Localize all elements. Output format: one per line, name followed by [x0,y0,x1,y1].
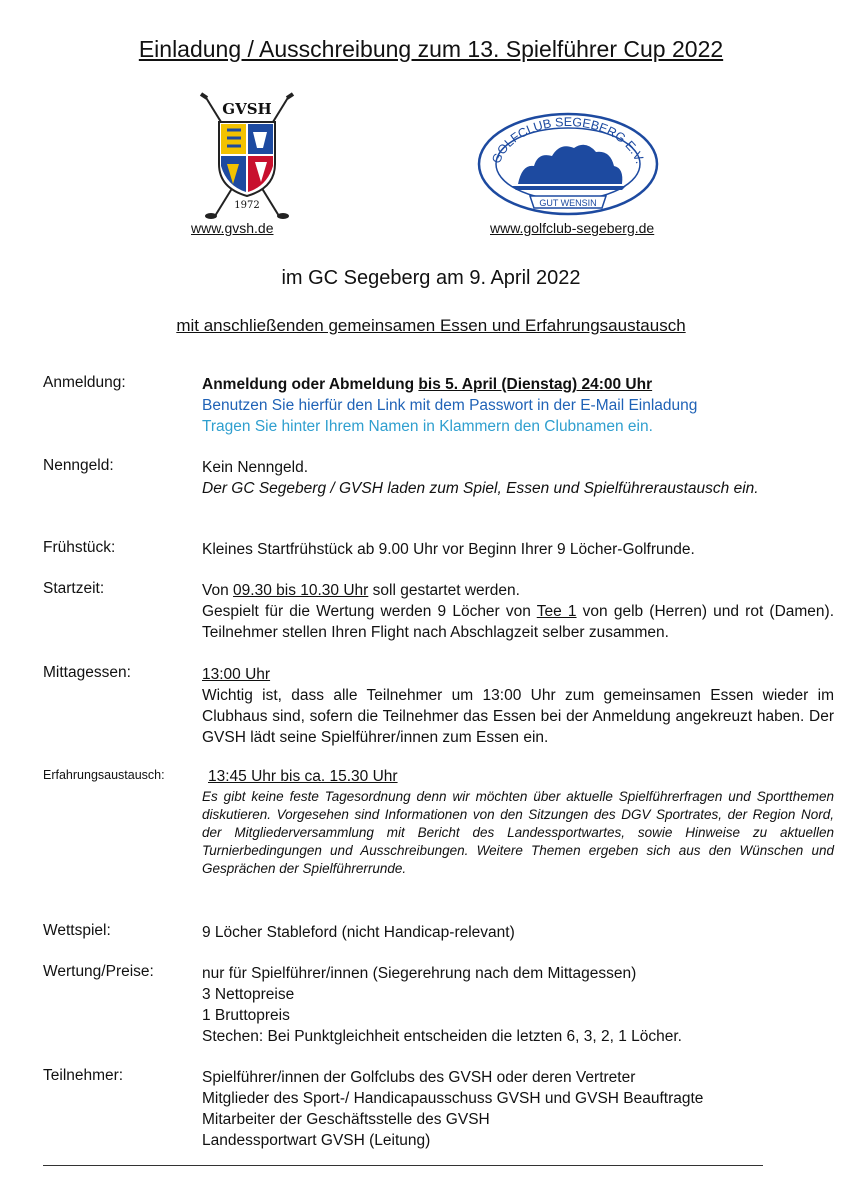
event-date-heading: im GC Segeberg am 9. April 2022 [281,267,581,289]
fruehstueck-text: Kleines Startfrühstück ab 9.00 Uhr vor Beginn Ihrer 9 Löcher-Golfrunde. [202,541,695,558]
list-item: Stechen: Bei Punktgleichheit entscheiden die letzten 6, 3, 2, 1 Löcher. [202,1028,682,1045]
gvsh-logo [197,92,297,220]
wertung-label: Wertung/Preise: [43,963,154,980]
anmeldung-deadline: bis 5. April (Dienstag) 24:00 Uhr [418,376,653,393]
erfahrungsaustausch-label: Erfahrungsaustausch: [43,768,165,782]
startzeit-tee: Tee 1 [536,603,577,620]
nenngeld-section [202,457,834,499]
anmeldung-club-hint: Tragen Sie hinter Ihrem Namen in Klammern den Clubnamen ein. [202,418,653,435]
gvsh-url-link[interactable]: www.gvsh.de [191,220,274,236]
golfclub-segeberg-logo [476,112,660,216]
nenngeld-text: Kein Nenngeld. [202,459,308,476]
nenngeld-invitation: Der GC Segeberg / GVSH laden zum Spiel, Essen und Spielführeraustausch ein. [202,480,759,497]
erfahrungsaustausch-text: Es gibt keine feste Tagesordnung denn wir möchten über aktuelle Spielführerfragen und Sportthemen diskutieren. Vorgesehen sind Informationen von den Sitzungen des DGV Sportrates, der Region Nord, der Mitgliederversammlung mit Bericht des Landessportwartes, sowie Hinweise zu aktuellen Turnierbedingungen und Ausschreibungen. Weitere Themen ergeben sich aus den Wünschen und Gesprächen der Spielführerrunde. [202,789,834,876]
wettspiel-text: 9 Löcher Stableford (nicht Handicap-relevant) [202,924,515,941]
list-item: Mitglieder des Sport-/ Handicapausschuss GVSH und GVSH Beauftragte [202,1090,704,1107]
startzeit-window: 09.30 bis 10.30 Uhr [233,582,369,599]
wettspiel-label: Wettspiel: [43,922,111,939]
mittagessen-section [202,664,834,748]
list-item: Spielführer/innen der Golfclubs des GVSH oder deren Vertreter [202,1069,636,1086]
list-item: 1 Bruttopreis [202,1007,290,1024]
nenngeld-label: Nenngeld: [43,457,114,474]
teilnehmer-label: Teilnehmer: [43,1067,124,1084]
svg-text:1972: 1972 [234,200,260,211]
list-item: Landessportwart GVSH (Leitung) [202,1132,431,1149]
golfclub-segeberg-url-link[interactable]: www.golfclub-segeberg.de [490,220,655,236]
erfahrungsaustausch-time: 13:45 Uhr bis ca. 15.30 Uhr [208,768,398,785]
event-subheading: mit anschließenden gemeinsamen Essen und Erfahrungsaustausch [176,316,686,335]
wertung-section [202,963,834,1047]
list-item: nur für Spielführer/innen (Siegerehrung nach dem Mittagessen) [202,965,637,982]
svg-text:GOLFCLUB SEGEBERG E.V.: GOLFCLUB SEGEBERG E.V. [489,114,648,166]
anmeldung-deadline-intro: Anmeldung oder Abmeldung [202,376,419,393]
mittagessen-time: 13:00 Uhr [202,666,271,683]
fruehstueck-label: Frühstück: [43,539,116,556]
startzeit-label: Startzeit: [43,580,105,597]
document-title: Einladung / Ausschreibung zum 13. Spielführer Cup 2022 [138,36,724,62]
mittagessen-label: Mittagessen: [43,664,131,681]
svg-text:GUT WENSIN: GUT WENSIN [539,198,597,208]
bottom-divider [43,1165,763,1166]
svg-text:GVSH: GVSH [222,100,272,118]
mittagessen-text: Wichtig ist, dass alle Teilnehmer um 13:00 Uhr zum gemeinsamen Essen wieder im Clubhaus sind, sofern die Teilnehmer das Essen bei der Anmeldung angekreuzt haben. Der GVSH lädt seine Spielführer/innen zum Essen ein. [202,687,834,746]
list-item: Mitarbeiter der Geschäftsstelle des GVSH [202,1111,490,1128]
anmeldung-label: Anmeldung: [43,374,126,391]
startzeit-section: Von 09.30 bis 10.30 Uhr soll gestartet werden. Gespielt für die Wertung werden 9 Löcher von Tee 1 von gelb (Herren) und rot (Damen). Teilnehmer stellen Ihren Flight nach Abschlagzeit selber zusammen. [202,582,835,641]
list-item: 3 Nettopreise [202,986,295,1003]
teilnehmer-section [202,1067,834,1151]
anmeldung-section [202,374,834,437]
anmeldung-link-hint: Benutzen Sie hierfür den Link mit dem Passwort in der E-Mail Einladung [202,397,698,414]
